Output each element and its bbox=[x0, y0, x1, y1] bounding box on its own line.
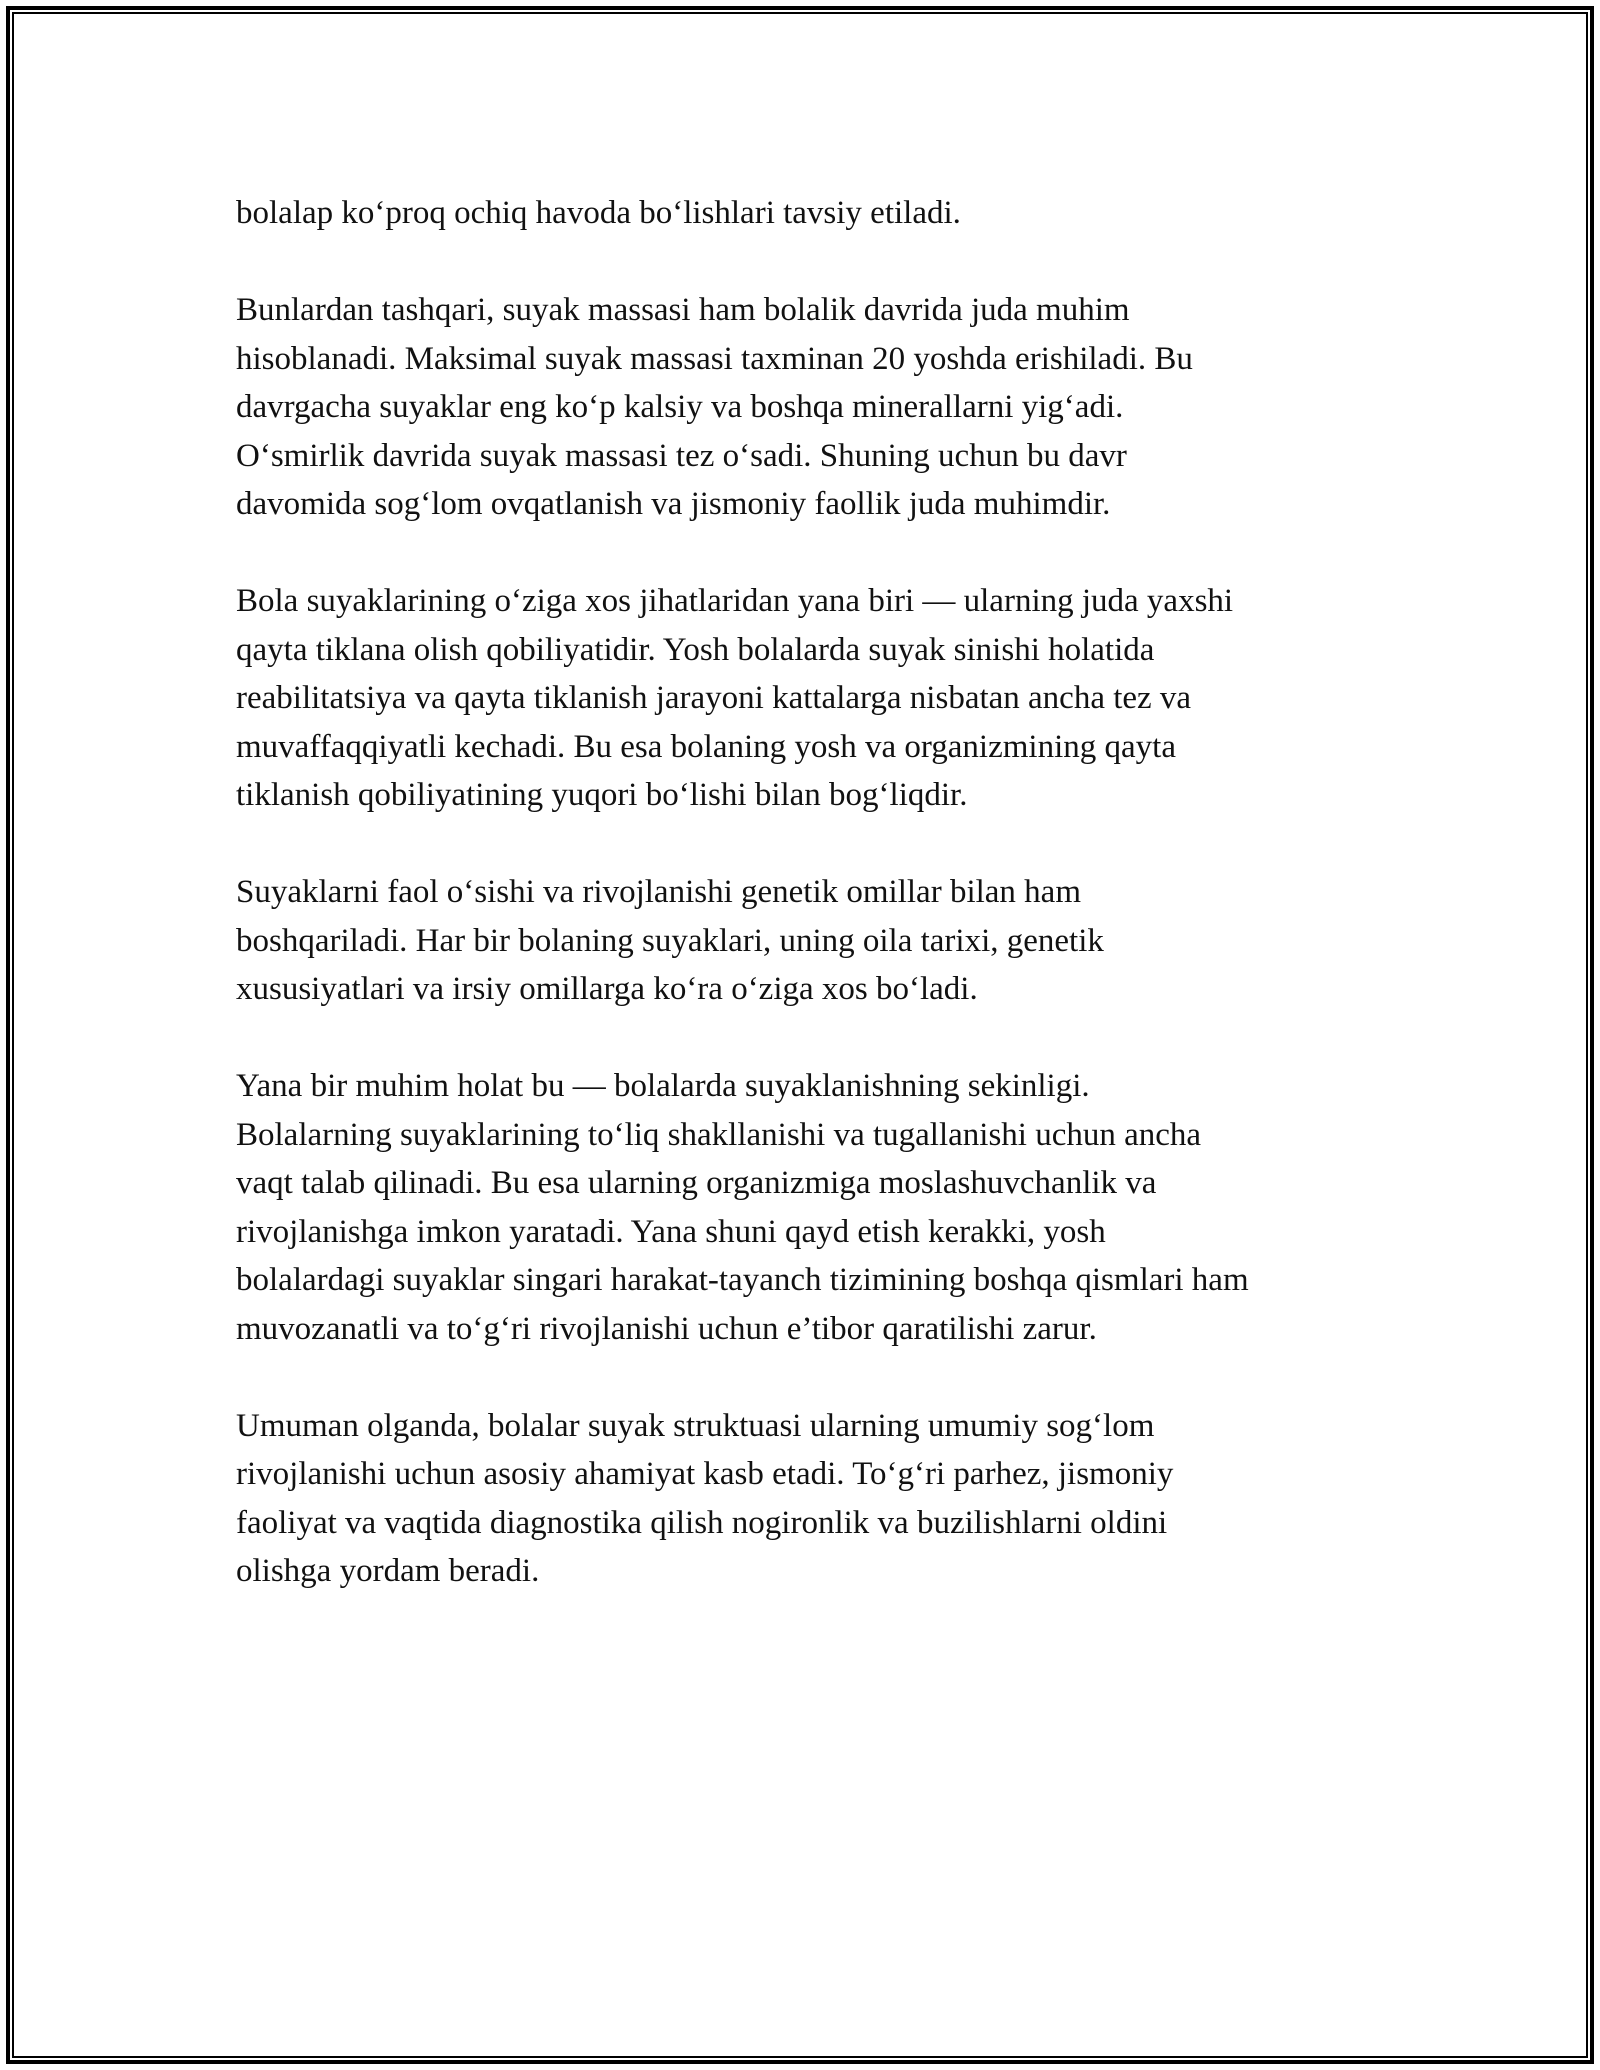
paragraph-3: Bola suyaklarining o‘ziga xos jihatlaridan yana biri — ularning juda yaxshi qayta tiklana olish qobiliyatidir. Yosh bolalarda suyak sinishi holatida reabilitatsiya va qayta tiklanish jarayoni kattalarga nisbatan ancha tez va muvaffaqqiyatli kechadi. Bu esa bolaning yosh va organizmining qayta tiklanish qobiliyatining yuqori bo‘lishi bilan bog‘liqdir. bbox=[236, 583, 1234, 813]
paragraph-4: Suyaklarni faol o‘sishi va rivojlanishi genetik omillar bilan ham boshqariladi. Har bir bolaning suyaklari, uning oila tarixi, genetik xususiyatlari va irsiy omillarga ko‘ra o‘ziga xos bo‘ladi. bbox=[236, 874, 1104, 1007]
paragraph-1: bolalaр ko‘proq ochiq havoda bo‘lishlari tavsiy etiladi. bbox=[236, 195, 961, 231]
paragraph-2: Bunlardan tashqari, suyak massasi ham bolalik davrida juda muhim hisoblanadi. Maksimal suyak massasi taxminan 20 yoshda erishiladi. Bu davrgacha suyaklar eng ko‘p kalsiy va boshqa minerallarni yig‘adi. O‘smirlik davrida suyak massasi tez o‘sadi. Shuning uchun bu davr davomida sog‘lom ovqatlanish va jismoniy faollik juda muhimdir. bbox=[236, 292, 1193, 522]
document-body bbox=[236, 189, 1386, 1644]
paragraph-5: Yana bir muhim holat bu — bolalarda suyaklanishning sekinligi. Bolalarning suyaklarining to‘liq shakllanishi va tugallanishi uchun ancha vaqt talab qilinadi. Bu esa ularning organizmiga moslashuvchanlik va rivojlanishga imkon yaratadi. Yana shuni qayd etish kerakki, yosh bolalardagi suyaklar singari harakat-tayanch tizimining boshqa qismlari ham muvozanatli va to‘g‘ri rivojlanishi uchun e’tibor qaratilishi zarur. bbox=[236, 1068, 1249, 1347]
paragraph-6: Umuman olganda, bolalar suyak struktuasi ularning umumiy sog‘lom rivojlanishi uchun asosiy ahamiyat kasb etadi. To‘g‘ri parhez, jismoniy faoliyat va vaqtida diagnostika qilish nogironlik va buzilishlarni oldini olishga yordam beradi. bbox=[236, 1407, 1174, 1589]
